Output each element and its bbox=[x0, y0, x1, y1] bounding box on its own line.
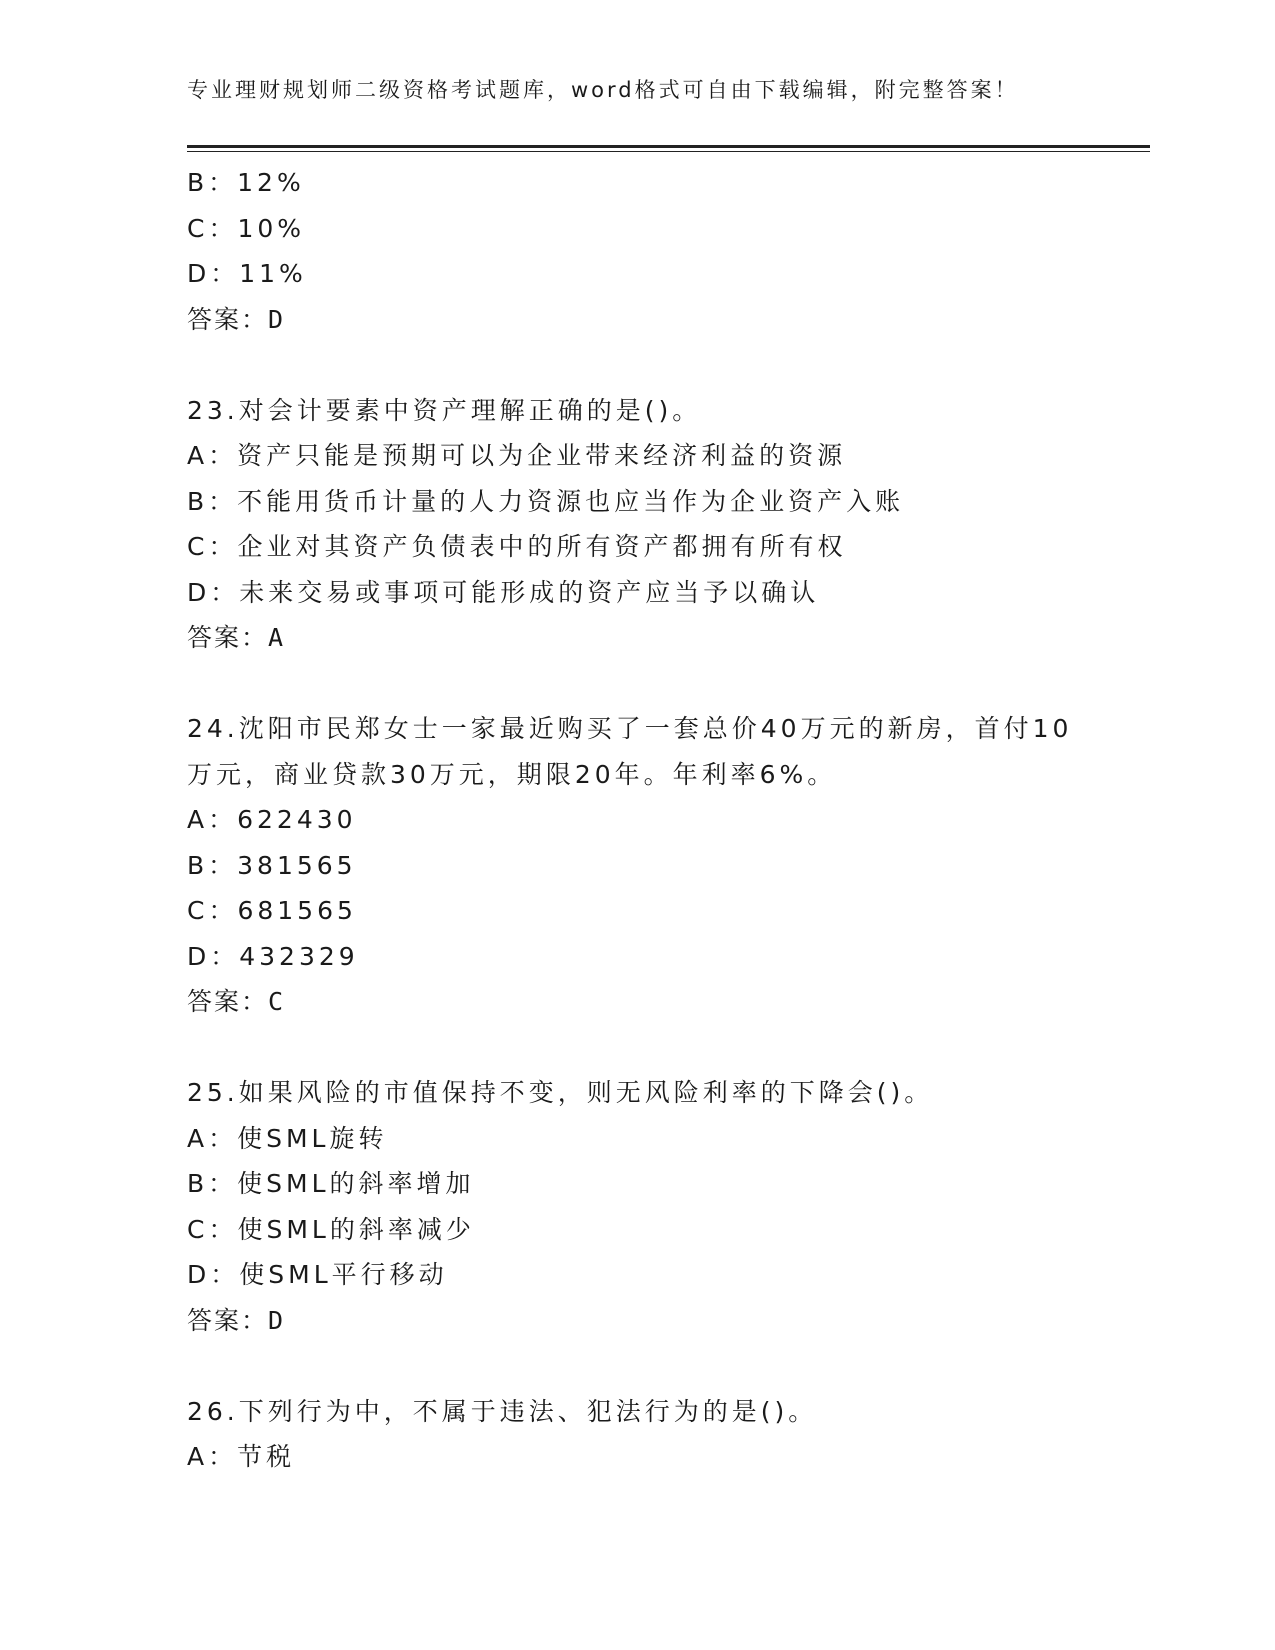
answer-line: 答案：A bbox=[187, 623, 286, 652]
option-line: C：10% bbox=[187, 213, 306, 243]
question-stem: 万元，商业贷款30万元，期限20年。年利率6%。 bbox=[187, 759, 837, 789]
question-stem: 23.对会计要素中资产理解正确的是()。 bbox=[187, 395, 702, 425]
option-line: C：企业对其资产负债表中的所有资产都拥有所有权 bbox=[187, 532, 847, 561]
option-line: D：未来交易或事项可能形成的资产应当予以确认 bbox=[187, 577, 820, 607]
option-line: C：681565 bbox=[187, 896, 357, 925]
question-content bbox=[187, 160, 1087, 1480]
option-line: C：使SML的斜率减少 bbox=[187, 1214, 475, 1244]
option-line: D：432329 bbox=[187, 941, 359, 971]
answer-line: 答案：D bbox=[187, 304, 286, 334]
spacer bbox=[187, 661, 1087, 707]
question-stem: 25.如果风险的市值保持不变，则无风险利率的下降会()。 bbox=[187, 1078, 934, 1107]
answer-line: 答案：D bbox=[187, 1305, 286, 1335]
option-line: A：使SML旋转 bbox=[187, 1123, 388, 1153]
spacer bbox=[187, 1343, 1087, 1389]
option-line: A：资产只能是预期可以为企业带来经济利益的资源 bbox=[187, 441, 847, 470]
header-divider bbox=[187, 145, 1150, 152]
question-stem: 26.下列行为中，不属于违法、犯法行为的是()。 bbox=[187, 1396, 818, 1426]
spacer bbox=[187, 1025, 1087, 1071]
option-line: D：11% bbox=[187, 259, 307, 288]
option-line: A：节税 bbox=[187, 1442, 296, 1471]
option-line: B：381565 bbox=[187, 850, 357, 880]
option-line: B：12% bbox=[187, 168, 305, 197]
option-line: A：622430 bbox=[187, 805, 357, 834]
answer-line: 答案：C bbox=[187, 987, 286, 1016]
spacer bbox=[187, 342, 1087, 388]
question-stem: 24.沈阳市民郑女士一家最近购买了一套总价40万元的新房，首付10 bbox=[187, 714, 1073, 743]
page-header: 专业理财规划师二级资格考试题库，word格式可自由下载编辑，附完整答案！ bbox=[187, 78, 1019, 102]
option-line: D：使SML平行移动 bbox=[187, 1260, 448, 1289]
option-line: B：不能用货币计量的人力资源也应当作为企业资产入账 bbox=[187, 486, 905, 516]
option-line: B：使SML的斜率增加 bbox=[187, 1169, 475, 1198]
